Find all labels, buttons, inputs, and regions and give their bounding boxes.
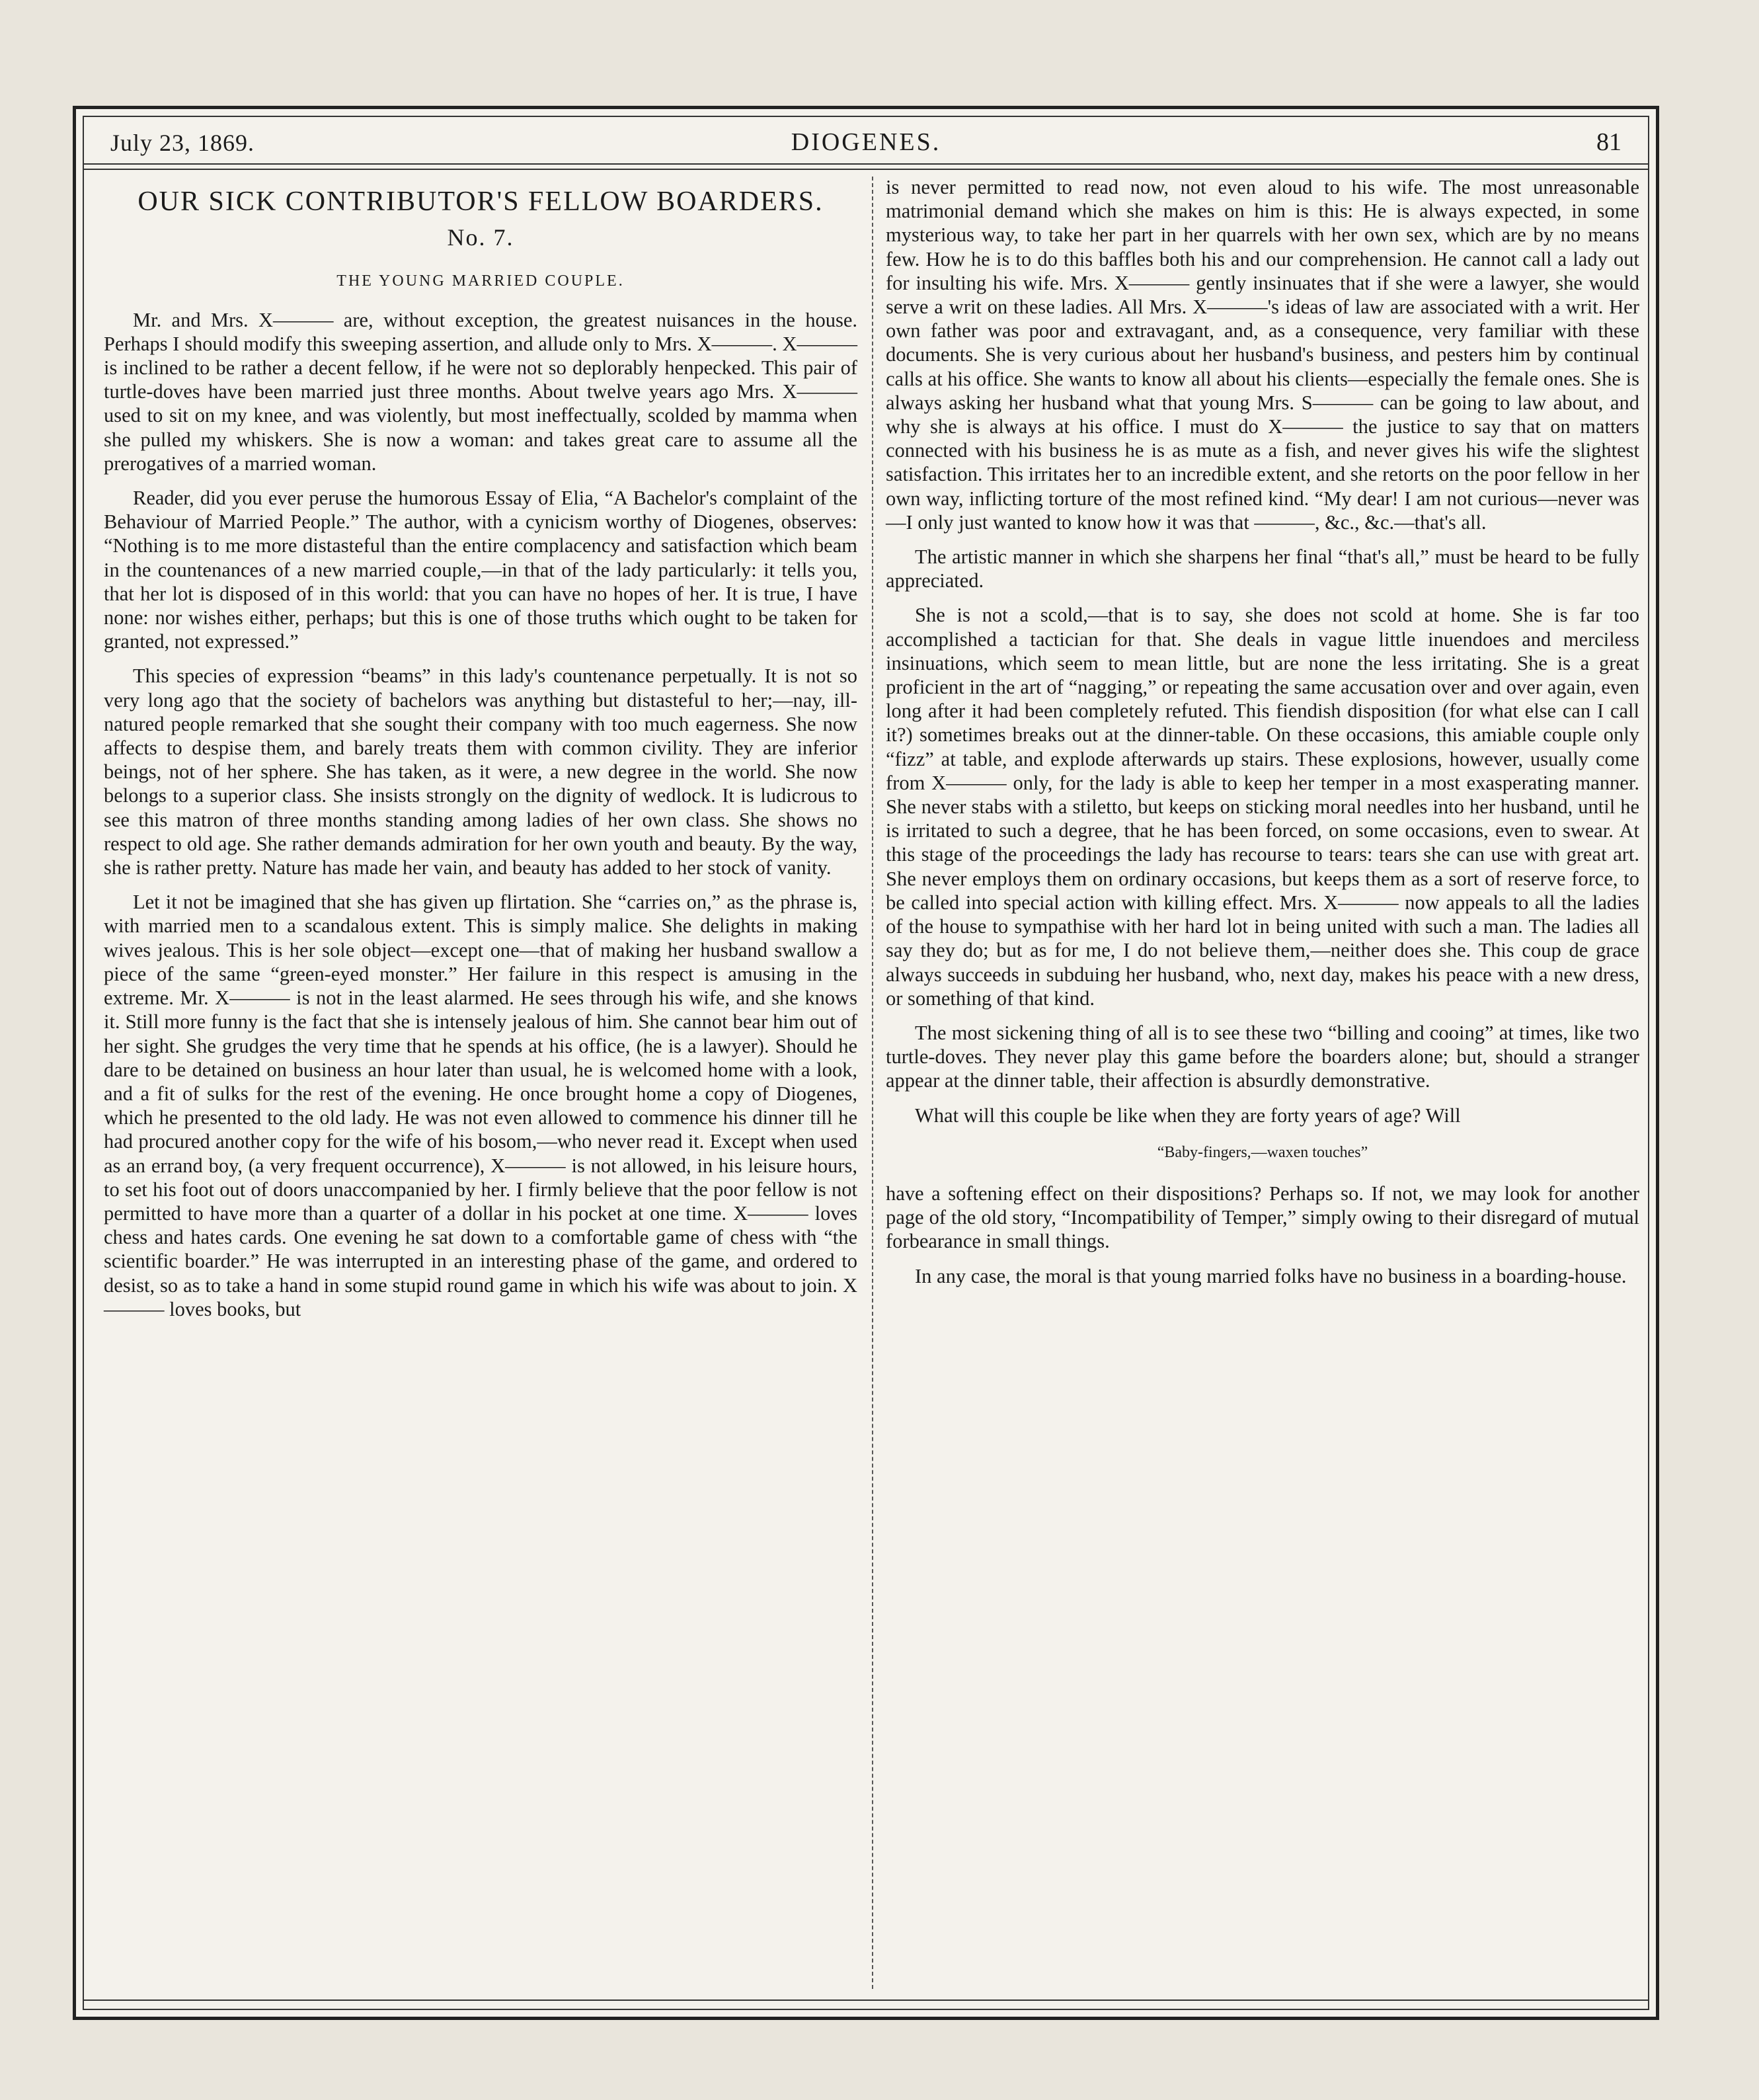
issue-date: July 23, 1869. — [110, 130, 255, 156]
paragraph: Let it not be imagined that she has given up flirtation. She “carries on,” as the phrase is, with married men to a scandalous extent. This is simply malice. She delights in making wives jealous. This is her sole object—except one—that of making her husband swallow a piece of the same “green-eyed monster.” Her failure in this respect is amusing in the extreme. Mr. X——— is not in the least alarmed. He sees through his wife, and she knows it. Still more funny is the fact that she is intensely jealous of him. She cannot bear him out of her sight. She grudges the very time that he spends at his office, (he is a lawyer). Should he dare to be detained on business an hour later than usual, he is welcomed home with a look, and a fit of sulks for the rest of the evening. He once brought home a copy of Diogenes, which he presented to the old lady. He was not even allowed to commence his dinner till he had procured another copy for the wife of his bosom,—who never read it. Except when used as an errand boy, (a very frequent occurrence), X——— is not allowed, in his leisure hours, to set his foot out of doors unaccompanied by her. I firmly believe that the poor fellow is not permitted to have more than a quarter of a dollar in his pocket at one time. X——— loves chess and hates cards. One evening he sat down to a comfortable game of chess with “the scientific boarder.” He was interrupted in an interesting phase of the game, and ordered to desist, so as to take a hand in some stupid round game in which his wife was about to join. X——— loves books, but — [104, 891, 857, 1320]
running-head — [84, 117, 1648, 165]
header-rule — [84, 169, 1648, 170]
page-frame — [73, 106, 1659, 2020]
paragraph: The artistic manner in which she sharpens her final “that's all,” must be heard to be fully appreciated. — [886, 545, 1639, 592]
column-divider — [872, 177, 873, 1989]
paragraph: This species of expression “beams” in this lady's countenance perpetually. It is not so very long ago that the society of bachelors was anything but distasteful to her;—nay, ill-natured people remarked that she sought their company with too much eagerness. She now affects to despise them, and barely treats them with common civility. They are inferior beings, not of her sphere. She has taken, as it were, a new degree in the world. She now belongs to a superior class. She insists strongly on the dignity of wedlock. It is ludicrous to see this matron of three months standing among ladies of her own class. She shows no respect to old age. She rather demands admiration for her own youth and beauty. By the way, she is rather pretty. Nature has made her vain, and beauty has added to her stock of vanity. — [104, 665, 857, 879]
paragraph: is never permitted to read now, not even aloud to his wife. The most unreasonable matrimonial demand which she makes on him is this: He is always expected, in some mysterious way, to take her part in her quarrels with her own sex, which are by no means few. How he is to do this baffles both his and our comprehension. He cannot call a lady out for insulting his wife. Mrs. X——— gently insinuates that if she were a lawyer, she would serve a writ on these ladies. All Mrs. X———'s ideas of law are associated with a writ. Her own father was poor and extravagant, and, as a consequence, very familiar with these documents. She is very curious about her husband's business, and pesters him by continual calls at his office. She wants to know all about his clients—especially the female ones. She is always asking her husband what that young Mrs. S——— can be going to law about, and why she is always at his office. I must do X——— the justice to say that on matters connected with his business he is as mute as a fish, and never gives his wife the slightest satisfaction. This irritates her to an incredible extent, and she retorts on the poor fellow in her own way, inflicting torture of the most refined kind. “My dear! I am not curious—never was—I only just wanted to know how it was that ———, &c., &c.—that's all. — [886, 176, 1639, 534]
article-subtitle: THE YOUNG MARRIED COUPLE. — [336, 272, 625, 290]
paragraph: In any case, the moral is that young married folks have no business in a boarding-house. — [915, 1264, 1627, 1287]
paragraph: Reader, did you ever peruse the humorous Essay of Elia, “A Bachelor's complaint of the Behaviour of Married People.” The author, with a cynicism worthy of Diogenes, observes: “Nothing is to me more distasteful than the entire complacency and satisfaction which beam in the countenances of a new married couple,—in that of the lady particularly: it tells you, that her lot is disposed of in this world: that you can have no hopes of her. It is true, I have none: nor wishes either, perhaps; but this is one of those truths which ought to be taken for granted, not expressed.” — [104, 487, 857, 653]
left-column — [104, 175, 857, 1985]
bottom-rule — [84, 1999, 1648, 2001]
article-number: No. 7. — [447, 224, 514, 251]
page-number: 81 — [1596, 128, 1622, 156]
paragraph: The most sickening thing of all is to see these two “billing and cooing” at times, like two turtle-doves. They never play this game before the boarders alone; but, should a stranger appear at the dinner table, their affection is absurdly demonstrative. — [886, 1021, 1639, 1092]
right-column — [886, 175, 1639, 1985]
paragraph: What will this couple be like when they are forty years of age? Will — [915, 1104, 1461, 1127]
article-title: OUR SICK CONTRIBUTOR'S FELLOW BOARDERS. — [137, 186, 824, 217]
paragraph: Mr. and Mrs. X——— are, without exception, the greatest nuisances in the house. Perhaps I should modify this sweeping assertion, and allude only to Mrs. X———. X——— is inclined to be rather a decent fellow, if he were not so deplorably henpecked. This pair of turtle-doves have been married just three months. About twelve years ago Mrs. X——— used to sit on my knee, and was violently, but most ineffectually, scolded by mamma when she pulled my whiskers. She is now a woman: and takes great care to assume all the prerogatives of a married woman. — [104, 308, 857, 475]
epigraph-quote: “Baby-fingers,—waxen touches” — [1157, 1143, 1368, 1161]
inner-frame — [83, 116, 1649, 2010]
paragraph: She is not a scold,—that is to say, she does not scold at home. She is far too accomplished a tactician for that. She deals in vague little inuendoes and merciless insinuations, which seem to mean little, but are none the less irritating. She is a great proficient in the art of “nagging,” or repeating the same accusation over and over again, even long after it had been completely refuted. This fiendish disposition (for what else can I call it?) sometimes breaks out at the dinner-table. On these occasions, this amiable couple only “fizz” at table, and explode afterwards up stairs. These explosions, however, usually come from X——— only, for the lady is able to keep her temper in a most exasperating manner. She never stabs with a stiletto, but keeps on sticking moral needles into her husband, until he is irritated to such a degree, that he has been forced, on some occasions, even to swear. At this stage of the proceedings the lady has recourse to tears: tears she can use with great art. She never employs them on ordinary occasions, but keeps them as a sort of reserve force, to be called into special action with killing effect. Mrs. X——— now appeals to all the ladies of the house to sympathise with her hard lot in being united with such a man. The ladies all say they do; but as for me, I do not believe them,—neither does she. This coup de grace always succeeds in subduing her husband, who, next day, makes his peace with a new dress, or something of that kind. — [886, 604, 1639, 1010]
paragraph: have a softening effect on their dispositions? Perhaps so. If not, we may look for another page of the old story, “Incompatibility of Temper,” simply owing to their disregard of mutual forbearance in small things. — [886, 1182, 1639, 1253]
periodical-title: DIOGENES. — [791, 128, 941, 156]
